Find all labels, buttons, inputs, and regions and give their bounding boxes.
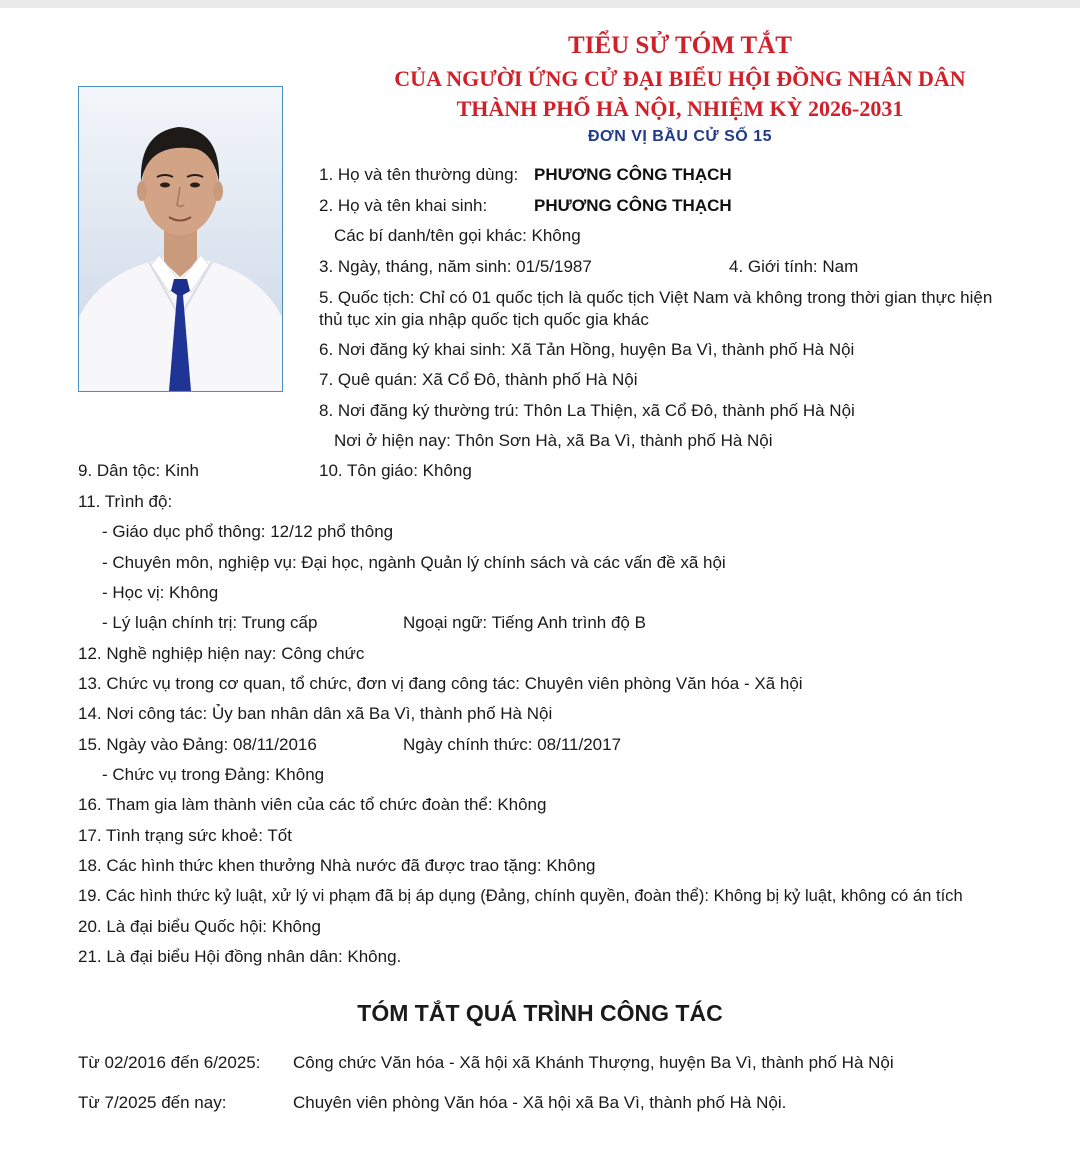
career-section-title: TÓM TẮT QUÁ TRÌNH CÔNG TÁC: [357, 1000, 723, 1026]
field-aliases: Các bí danh/tên gọi khác: Không: [334, 226, 581, 245]
field-ethnicity: 9. Dân tộc: Kinh: [78, 461, 199, 480]
field-party-join-date: 15. Ngày vào Đảng: 08/11/2016: [78, 735, 317, 754]
field-gender: 4. Giới tính: Nam: [729, 257, 859, 276]
field-foreign-language: Ngoại ngữ: Tiếng Anh trình độ B: [403, 613, 646, 632]
field-hometown: 7. Quê quán: Xã Cổ Đô, thành phố Hà Nội: [319, 370, 638, 389]
document-subtitle-line2: THÀNH PHỐ HÀ NỘI, NHIỆM KỲ 2026-2031: [456, 96, 904, 121]
candidate-portrait-photo: [78, 86, 283, 392]
field-discipline: 19. Các hình thức kỷ luật, xử lý vi phạm đã bị áp dụng (Đảng, chính quyền, đoàn thể): Không bị kỷ luật, không có án tích: [78, 886, 963, 905]
electoral-unit: ĐƠN VỊ BẦU CỬ SỐ 15: [587, 128, 772, 145]
field-birth-name: PHƯƠNG CÔNG THẠCH: [534, 196, 732, 215]
field-birthdate: 3. Ngày, tháng, năm sinh: 01/5/1987: [319, 257, 592, 276]
field-education-label: 11. Trình độ:: [78, 492, 173, 511]
document-title: TIỂU SỬ TÓM TẮT: [568, 32, 792, 59]
career-period: Từ 7/2025 đến nay:: [78, 1093, 227, 1112]
field-common-name: PHƯƠNG CÔNG THẠCH: [534, 165, 732, 184]
career-description: Chuyên viên phòng Văn hóa - Xã hội xã Ba Vì, thành phố Hà Nội.: [293, 1093, 787, 1112]
field-occupation: 12. Nghề nghiệp hiện nay: Công chức: [78, 644, 365, 663]
field-nationality: 5. Quốc tịch: Chỉ có 01 quốc tịch là quốc tịch Việt Nam và không trong thời gian thực hiện thủ tục xin gia nhập quốc tịch quốc gia khác: [319, 288, 993, 329]
field-current-residence: Nơi ở hiện nay: Thôn Sơn Hà, xã Ba Vì, thành phố Hà Nội: [334, 431, 773, 450]
field-health: 17. Tình trạng sức khoẻ: Tốt: [78, 826, 292, 845]
career-description: Công chức Văn hóa - Xã hội xã Khánh Thượng, huyện Ba Vì, thành phố Hà Nội: [293, 1053, 894, 1072]
top-bar: [0, 0, 1080, 8]
field-permanent-residence: 8. Nơi đăng ký thường trú: Thôn La Thiện, xã Cổ Đô, thành phố Hà Nội: [319, 401, 855, 420]
field-religion: 10. Tôn giáo: Không: [319, 461, 472, 480]
field-peoples-council: 21. Là đại biểu Hội đồng nhân dân: Không.: [78, 947, 402, 966]
field-position: 13. Chức vụ trong cơ quan, tổ chức, đơn vị đang công tác: Chuyên viên phòng Văn hóa - Xã hội: [78, 674, 803, 693]
field-specialty: - Chuyên môn, nghiệp vụ: Đại học, ngành Quản lý chính sách và các vấn đề xã hội: [102, 553, 726, 572]
field-awards: 18. Các hình thức khen thưởng Nhà nước đã được trao tặng: Không: [78, 856, 596, 875]
document-subtitle-line1: CỦA NGƯỜI ỨNG CỬ ĐẠI BIỂU HỘI ĐỒNG NHÂN DÂN: [394, 66, 966, 91]
field-birth-registration: 6. Nơi đăng ký khai sinh: Xã Tản Hồng, huyện Ba Vì, thành phố Hà Nội: [319, 340, 855, 359]
career-period: Từ 02/2016 đến 6/2025:: [78, 1053, 261, 1072]
field-national-assembly: 20. Là đại biểu Quốc hội: Không: [78, 917, 321, 936]
field-party-position: - Chức vụ trong Đảng: Không: [102, 765, 325, 784]
field-common-name-label: 1. Họ và tên thường dùng:: [319, 165, 519, 184]
field-general-education: - Giáo dục phổ thông: 12/12 phổ thông: [102, 522, 394, 541]
field-party-official-date: Ngày chính thức: 08/11/2017: [403, 735, 622, 754]
field-organizations: 16. Tham gia làm thành viên của các tổ chức đoàn thể: Không: [78, 795, 547, 814]
field-degree: - Học vị: Không: [102, 583, 219, 602]
field-political-theory: - Lý luận chính trị: Trung cấp: [102, 613, 318, 632]
field-workplace: 14. Nơi công tác: Ủy ban nhân dân xã Ba Vì, thành phố Hà Nội: [78, 704, 553, 723]
field-birth-name-label: 2. Họ và tên khai sinh:: [319, 196, 488, 215]
